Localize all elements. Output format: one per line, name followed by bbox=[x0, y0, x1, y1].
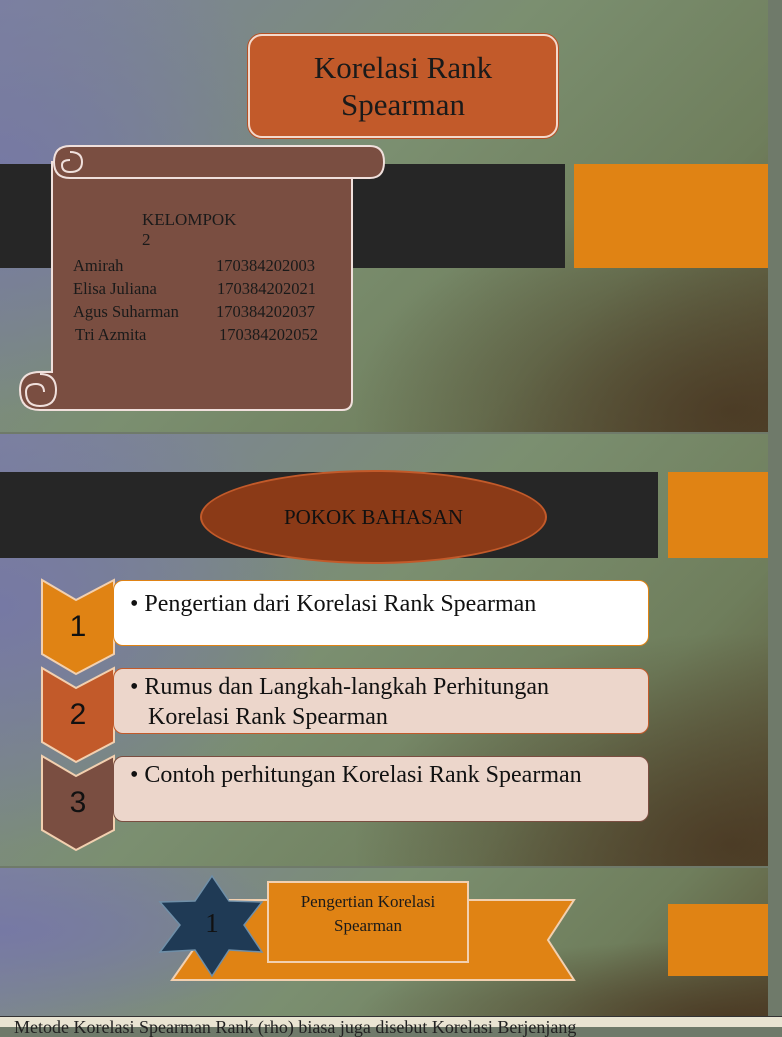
topic-text: • Contoh perhitungan Korelasi Rank Spearman bbox=[130, 762, 582, 788]
orange-accent-block bbox=[668, 472, 768, 558]
slide-section-1 bbox=[0, 868, 768, 1037]
topic-text: • Pengertian dari Korelasi Rank Spearman bbox=[130, 591, 537, 617]
orange-accent-block bbox=[574, 164, 768, 268]
member-nim: 170384202037 bbox=[216, 302, 315, 321]
title-line-2: Spearman bbox=[341, 87, 465, 122]
step-number: 1 bbox=[69, 610, 87, 643]
section-body-text: Metode Korelasi Spearman Rank (rho) biasa juga disebut Korelasi Berjenjang bbox=[0, 1016, 782, 1027]
orange-accent-block bbox=[668, 904, 768, 976]
slide-title bbox=[0, 0, 768, 432]
group-label: KELOMPOK 2 bbox=[142, 210, 237, 249]
member-name: Amirah bbox=[73, 256, 124, 275]
section-title-line-1: Pengertian Korelasi bbox=[300, 892, 436, 911]
member-name: Tri Azmita bbox=[75, 325, 147, 344]
topic-item bbox=[113, 668, 649, 734]
member-nim: 170384202052 bbox=[219, 325, 318, 344]
section-number: 1 bbox=[205, 908, 219, 938]
member-name: Elisa Juliana bbox=[73, 279, 157, 298]
title-line-1: Korelasi Rank bbox=[313, 50, 493, 85]
section-title-line-2: Spearman bbox=[334, 916, 402, 935]
step-number: 3 bbox=[69, 786, 87, 819]
agenda-heading: POKOK BAHASAN bbox=[200, 470, 547, 564]
step-number: 2 bbox=[69, 698, 87, 731]
member-nim: 170384202003 bbox=[216, 256, 315, 275]
topic-text: • Rumus dan Langkah-langkah Perhitungan Korelasi Rank Spearman bbox=[130, 674, 549, 730]
topic-item bbox=[113, 580, 649, 646]
slide-agenda bbox=[0, 434, 768, 866]
member-name: Agus Suharman bbox=[73, 302, 179, 321]
section-title bbox=[268, 890, 468, 938]
member-nim: 170384202021 bbox=[217, 279, 316, 298]
topic-item bbox=[113, 756, 649, 822]
